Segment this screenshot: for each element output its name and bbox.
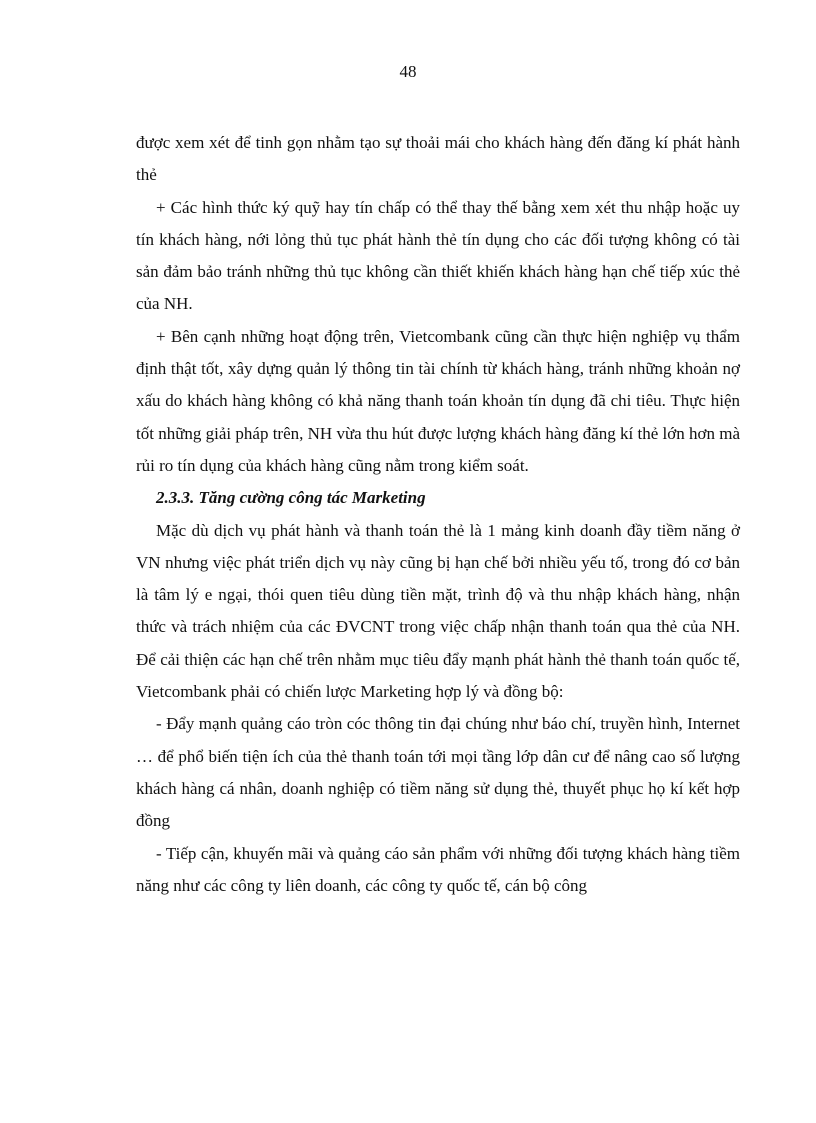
- document-body: [136, 127, 740, 902]
- paragraph-advertising: - Đẩy mạnh quảng cáo tròn cóc thông tin đại chúng như báo chí, truyền hình, Internet … để phổ biến tiện ích của thẻ thanh toán tới mọi tầng lớp dân cư để nâng cao số lượng khách hàng cá nhân, doanh nghiệp có tiềm năng sử dụng thẻ, thuyết phục họ kí kết hợp đồng: [136, 714, 740, 831]
- paragraph-continuation: được xem xét để tinh gọn nhằm tạo sự thoải mái cho khách hàng đến đăng kí phát hành thẻ: [136, 133, 740, 185]
- page-number: 48: [399, 62, 417, 81]
- paragraph-marketing-intro: Mặc dù dịch vụ phát hành và thanh toán thẻ là 1 mảng kinh doanh đầy tiềm năng ở VN nhưng việc phát triển dịch vụ này cũng bị hạn chế bởi nhiều yếu tố, trong đó cơ bản là tâm lý e ngại, thói quen tiêu dùng tiền mặt, trình độ và thu nhập khách hàng, nhận thức và trách nhiệm của các ĐVCNT trong việc chấp nhận thanh toán qua thẻ của NH. Để cải thiện các hạn chế trên nhằm mục tiêu đẩy mạnh phát hành thẻ thanh toán quốc tế, Vietcombank phải có chiến lược Marketing hợp lý và đồng bộ:: [136, 520, 740, 702]
- paragraph-credit-appraisal: + Bên cạnh những hoạt động trên, Vietcombank cũng cần thực hiện nghiệp vụ thẩm định thật tốt, xây dựng quản lý thông tin tài chính từ khách hàng, tránh những khoản nợ xấu do khách hàng không có khả năng thanh toán khoản tín dụng đã chi tiêu. Thực hiện tốt những giải pháp trên, NH vừa thu hút được lượng khách hàng đăng kí thẻ lớn hơn mà rủi ro tín dụng của khách hàng cũng nằm trong kiểm soát.: [136, 326, 740, 475]
- paragraph-collateral: + Các hình thức ký quỹ hay tín chấp có thể thay thế bằng xem xét thu nhập hoặc uy tín khách hàng, nới lỏng thủ tục phát hành thẻ tín dụng cho các đối tượng không có tài sản đảm bảo tránh những thủ tục không cần thiết khiến khách hàng hạn chế tiếp xúc thẻ của NH.: [136, 197, 740, 314]
- section-heading: 2.3.3. Tăng cường công tác Marketing: [156, 488, 426, 508]
- paragraph-promotion: - Tiếp cận, khuyến mãi và quảng cáo sản phẩm với những đối tượng khách hàng tiềm năng như các công ty liên doanh, các công ty quốc tế, cán bộ công: [136, 843, 740, 895]
